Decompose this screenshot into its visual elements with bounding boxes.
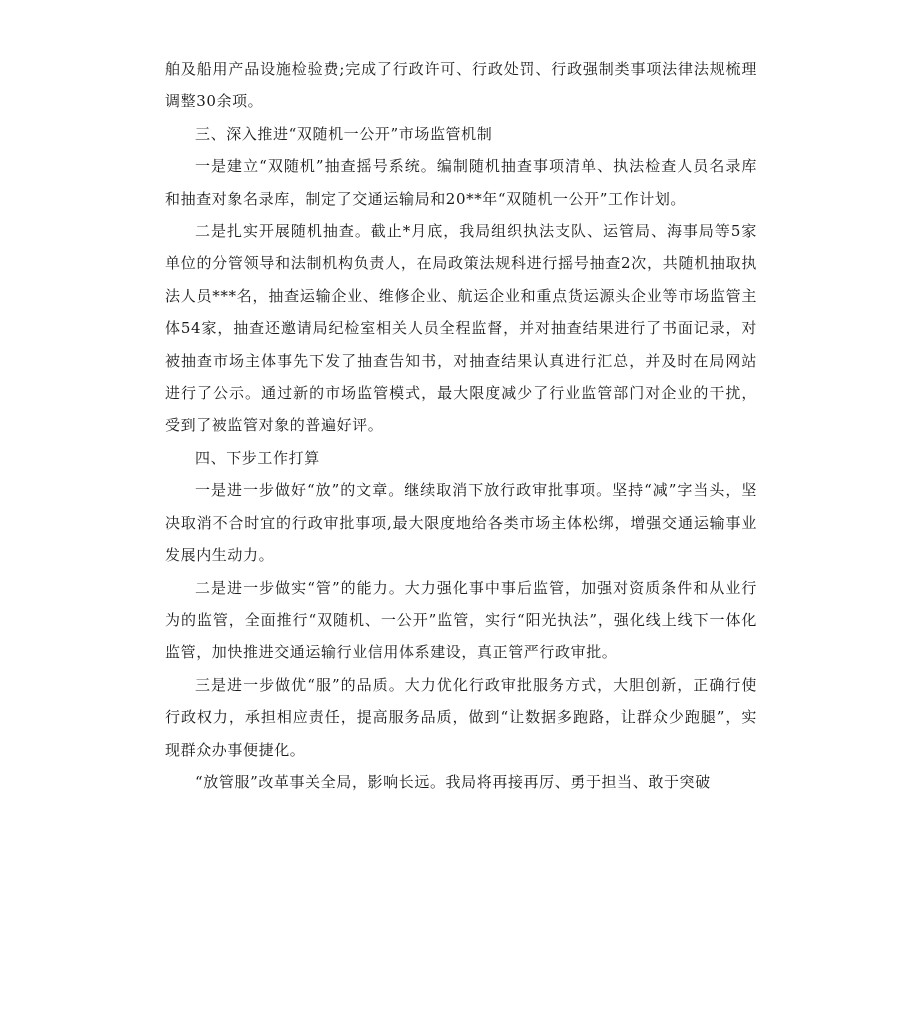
paragraph-fee-and-legal-review: 舶及船用产品设施检验费;完成了行政许可、行政处罚、行政强制类事项法律法规梳理调整30余项。 (165, 60, 757, 111)
paragraph-guan: 二是进一步做实“管”的能力。大力强化事中事后监管，加强对资质条件和从业行为的监管，全面推行“双随机、一公开”监管，实行“阳光执法”，强化线上线下一体化监管，加快推进交通运输行业信用体系建设，真正管严行政审批。 (165, 578, 757, 662)
section-heading-three: 三、深入推进“双随机一公开”市场监管机制 (195, 124, 493, 143)
document-body (165, 53, 757, 798)
paragraph-conclusion: “放管服”改革事关全局，影响长远。我局将再接再厉、勇于担当、敢于突破 (195, 772, 711, 791)
paragraph-random-system: 一是建立“双随机”抽查摇号系统。编制随机抽查事项清单、执法检查人员名录库和抽查对象名录库，制定了交通运输局和20**年“双随机一公开”工作计划。 (165, 157, 757, 208)
paragraph-fu: 三是进一步做优“服”的品质。大力优化行政审批服务方式，大胆创新，正确行使行政权力，承担相应责任，提高服务品质，做到“让数据多跑路，让群众少跑腿”，实现群众办事便捷化。 (165, 675, 757, 759)
paragraph-fang: 一是进一步做好“放”的文章。继续取消下放行政审批事项。坚持“减”字当头，坚决取消不合时宜的行政审批事项,最大限度地给各类市场主体松绑，增强交通运输事业发展内生动力。 (165, 481, 757, 565)
section-heading-four: 四、下步工作打算 (195, 448, 320, 467)
paragraph-random-inspection: 二是扎实开展随机抽查。截止*月底，我局组织执法支队、运管局、海事局等5家单位的分管领导和法制机构负责人，在局政策法规科进行摇号抽查2次，共随机抽取执法人员***名，抽查运输企业、维修企业、航运企业和重点货运源头企业等市场监管主体54家，抽查还邀请局纪检室相关人员全程监督，并对抽查结果进行了书面记录，对被抽查市场主体事先下发了抽查告知书，对抽查结果认真进行汇总，并及时在局网站进行了公示。通过新的市场监管模式，最大限度减少了行业监管部门对企业的干扰，受到了被监管对象的普遍好评。 (165, 222, 757, 435)
